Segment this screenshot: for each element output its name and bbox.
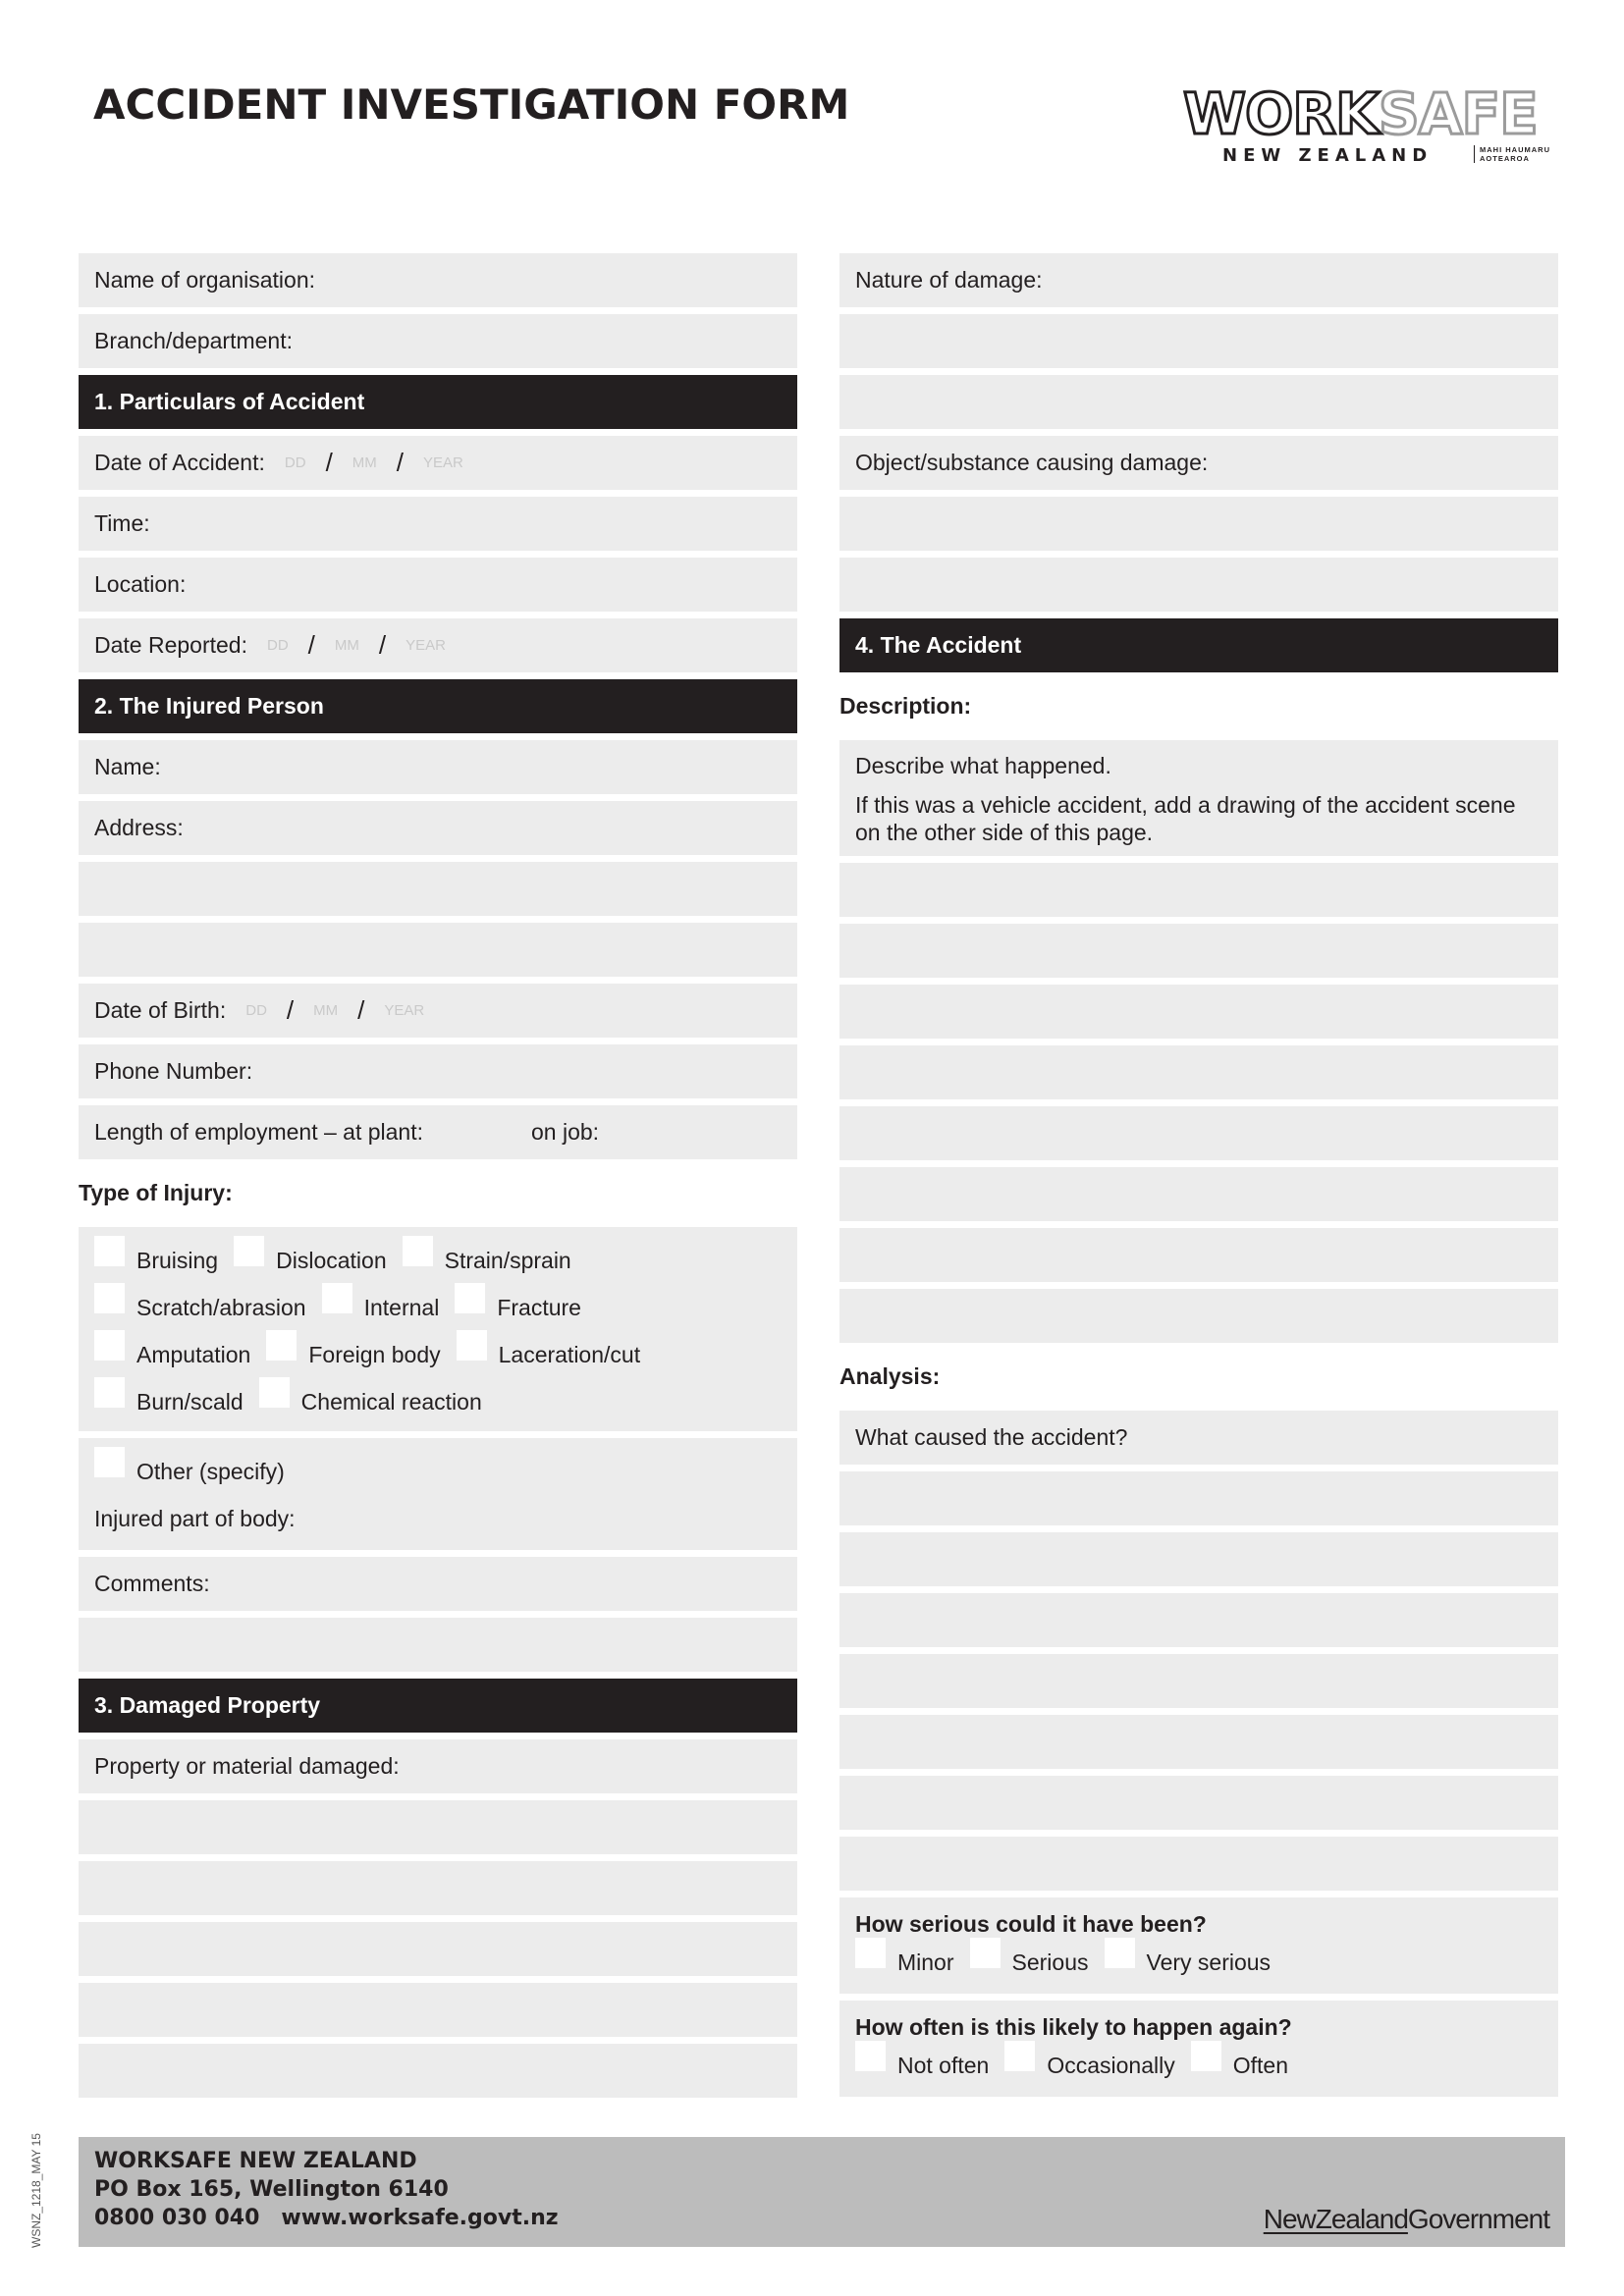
analysis-line-5[interactable] [839,1654,1558,1708]
form-title: ACCIDENT INVESTIGATION FORM [93,80,850,129]
section-3-heading: 3. Damaged Property [79,1679,797,1733]
section-2-heading: 2. The Injured Person [79,679,797,733]
phone-field[interactable]: Phone Number: [79,1044,797,1098]
comments-line-2[interactable] [79,1618,797,1672]
date-reported-field[interactable]: Date Reported: DD / MM / YEAR [79,618,797,672]
description-line-8[interactable] [839,1289,1558,1343]
document-code: WSNZ_1218_MAY 15 [29,2133,43,2248]
description-line-2[interactable] [839,924,1558,978]
checkbox-occasionally[interactable] [1004,2041,1035,2071]
checkbox-often[interactable] [1191,2041,1221,2071]
footer-address: PO Box 165, Wellington 6140 [94,2177,449,2202]
time-field[interactable]: Time: [79,497,797,551]
description-line-6[interactable] [839,1167,1558,1221]
property-line-2[interactable] [79,1800,797,1854]
analysis-line-8[interactable] [839,1837,1558,1891]
address-field[interactable]: Address: [79,801,797,855]
checkbox-dislocation[interactable] [234,1236,264,1266]
nature-of-damage-field[interactable]: Nature of damage: [839,253,1558,307]
analysis-line-6[interactable] [839,1715,1558,1769]
footer [79,2137,1565,2247]
checkbox-not-often[interactable] [855,2041,886,2071]
checkbox-very-serious[interactable] [1105,1938,1135,1968]
property-line-6[interactable] [79,2044,797,2098]
injury-type-heading: Type of Injury: [79,1180,233,1205]
analysis-heading: Analysis: [839,1363,941,1389]
description-line-4[interactable] [839,1045,1558,1099]
injury-type-options: Bruising Dislocation Strain/sprain Scratch/abrasion Internal Fracture Amputation Foreign body Laceration/cut Burn/scald Chemical reaction [79,1227,797,1431]
object-line-2[interactable] [839,497,1558,551]
checkbox-laceration[interactable] [457,1330,487,1361]
checkbox-bruising[interactable] [94,1236,125,1266]
checkbox-minor[interactable] [855,1938,886,1968]
analysis-line-3[interactable] [839,1532,1558,1586]
description-line-1[interactable] [839,863,1558,917]
address-line-3[interactable] [79,923,797,977]
left-column [79,253,797,2105]
section-1-heading: 1. Particulars of Accident [79,375,797,429]
description-instructions[interactable]: Describe what happened. If this was a vehicle accident, add a drawing of the accident scene on the other side of this page. [839,740,1558,856]
property-line-4[interactable] [79,1922,797,1976]
injured-body-part-field[interactable]: Injured part of body: [94,1505,296,1531]
branch-field[interactable]: Branch/department: [79,314,797,368]
address-line-2[interactable] [79,862,797,916]
section-4-heading: 4. The Accident [839,618,1558,672]
nature-line-2[interactable] [839,314,1558,368]
name-field[interactable]: Name: [79,740,797,794]
other-injury-block: Other (specify) Injured part of body: [79,1438,797,1550]
object-causing-damage-field[interactable]: Object/substance causing damage: [839,436,1558,490]
footer-org: WORKSAFE NEW ZEALAND [94,2149,417,2173]
checkbox-serious[interactable] [970,1938,1001,1968]
logo-wordmark: WORKSAFE [1183,80,1538,147]
checkbox-fracture[interactable] [455,1283,485,1313]
analysis-line-7[interactable] [839,1776,1558,1830]
footer-website: www.worksafe.govt.nz [281,2206,559,2230]
description-line-7[interactable] [839,1228,1558,1282]
checkbox-foreign-body[interactable] [266,1330,297,1361]
property-line-5[interactable] [79,1983,797,2037]
description-heading: Description: [839,693,972,719]
footer-phone: 0800 030 040 [94,2206,260,2230]
organisation-field[interactable]: Name of organisation: [79,253,797,307]
checkbox-strain[interactable] [403,1236,433,1266]
description-line-5[interactable] [839,1106,1558,1160]
property-line-3[interactable] [79,1861,797,1915]
nature-line-3[interactable] [839,375,1558,429]
nz-government-logo: NewZealandGovernment [1263,2204,1549,2234]
checkbox-burn[interactable] [94,1377,125,1408]
logo-maori-text: MAHI HAUMARU AOTEAROA [1474,145,1550,163]
analysis-line-4[interactable] [839,1593,1558,1647]
logo-new-zealand: NEW ZEALAND [1222,145,1434,166]
comments-field[interactable]: Comments: [79,1557,797,1611]
checkbox-scratch[interactable] [94,1283,125,1313]
worksafe-logo [1183,80,1551,167]
accident-cause-field[interactable]: What caused the accident? [839,1411,1558,1465]
description-line-3[interactable] [839,985,1558,1039]
checkbox-internal[interactable] [322,1283,352,1313]
property-damaged-field[interactable]: Property or material damaged: [79,1739,797,1793]
object-line-3[interactable] [839,558,1558,612]
analysis-line-2[interactable] [839,1471,1558,1525]
date-of-accident-field[interactable]: Date of Accident: DD / MM / YEAR [79,436,797,490]
checkbox-other[interactable] [94,1447,125,1477]
location-field[interactable]: Location: [79,558,797,612]
employment-length-field[interactable]: Length of employment – at plant: on job: [79,1105,797,1159]
checkbox-amputation[interactable] [94,1330,125,1361]
checkbox-chemical[interactable] [259,1377,290,1408]
date-of-birth-field[interactable]: Date of Birth: DD / MM / YEAR [79,984,797,1038]
right-column [839,253,1558,2104]
severity-question: How serious could it have been? Minor Serious Very serious [839,1897,1558,1994]
frequency-question: How often is this likely to happen again? Not often Occasionally Often [839,2001,1558,2097]
